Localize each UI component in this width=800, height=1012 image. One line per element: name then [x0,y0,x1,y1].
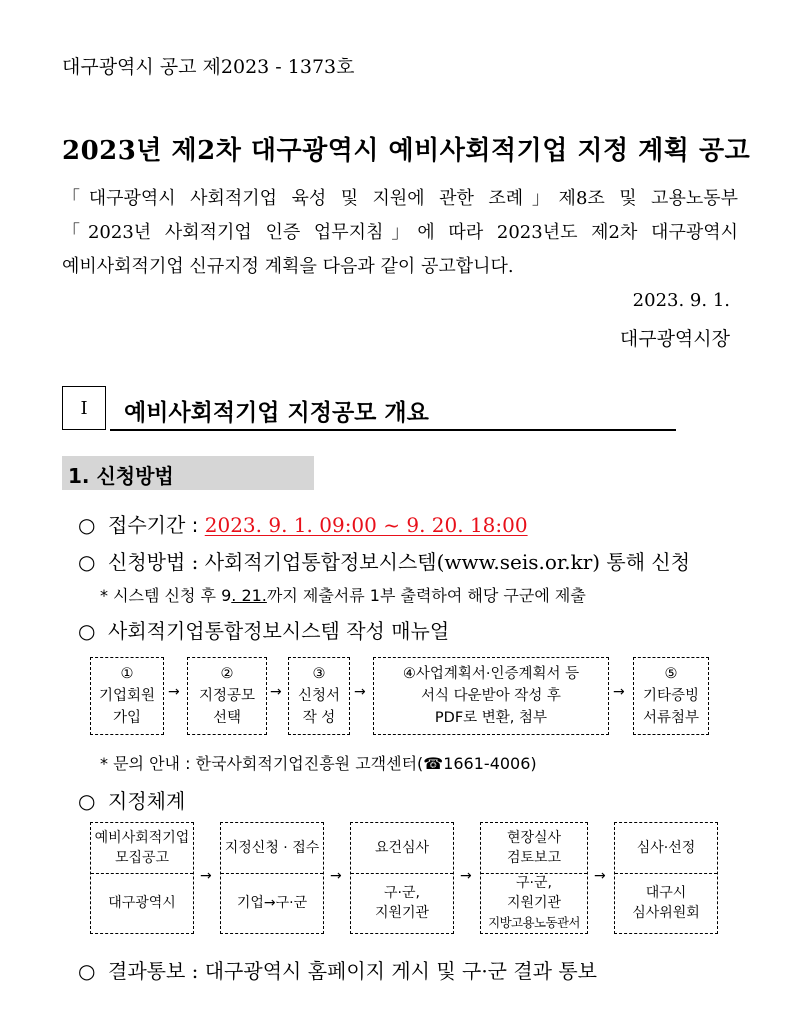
reception-period: 2023. 9. 1. 09:00 ~ 9. 20. 18:00 [204,513,528,537]
manual-step-2 [187,657,267,735]
step-number: ② [220,666,234,682]
bullet-circle: ○ [78,789,96,813]
manual-step-4 [373,657,609,735]
manual-step-3 [288,657,350,735]
step-line: ④사업계획서·인증계획서 등 [402,666,580,682]
reception-label: 접수기간 : [108,513,199,537]
section-title: 예비사회적기업 지정공모 개요 [124,400,429,426]
method-item [78,546,690,575]
section-underline [110,429,676,431]
step-number: ① [120,666,134,682]
issuer: 대구광역시장 [619,328,730,350]
stage-actor: 구·군, [384,885,420,901]
step-line: 기업회원 [98,688,156,704]
step-line: 서류첨부 [642,710,700,726]
manual-heading: 사회적기업통합정보시스템 작성 매뉴얼 [108,619,450,643]
step-line: 신청서 [297,688,341,704]
stage-actor: 기업→구·군 [236,895,308,911]
method-note [100,583,586,606]
step-line: 지정공모 [198,688,256,704]
arrow-icon: → [460,868,472,884]
step-number: ⑤ [664,666,678,682]
stage-actor: 대구광역시 [108,895,176,911]
step-line: 가입 [112,710,141,726]
stage-title: 현장실사 [506,830,562,846]
arrow-icon: → [354,684,366,700]
notice-number: 대구광역시 공고 제2023 - 1373호 [62,56,355,78]
intro-line: 예비사회적기업 신규지정 계획을 다음과 같이 공고합니다. [62,256,514,277]
intro-line: 「대구광역시 사회적기업 육성 및 지원에 관한 조례」제8조 및 고용노동부 [62,188,738,209]
manual-step-1 [90,657,164,735]
stage-actor: 지원기관 [374,905,430,921]
arrow-icon: → [594,868,606,884]
arrow-icon: → [613,684,625,700]
designation-heading: 지정체계 [108,789,186,813]
result-item [78,955,597,984]
reception-item [78,509,528,538]
manual-item [78,615,449,644]
stage-title: 요건심사 [374,840,430,856]
stage-title: 모집공고 [114,850,170,866]
notice-date: 2023. 9. 1. [632,290,730,311]
intro-line: 「2023년 사회적기업 인증 업무지침」에 따라 2023년도 제2차 대구광역시 [62,222,738,243]
arrow-icon: → [270,684,282,700]
manual-step-5 [633,657,709,735]
inquiry-note: * 문의 안내 : 한국사회적기업진흥원 고객센터(☎1661-4006) [100,754,537,773]
stage-actor: 지방고용노동관서 [488,915,580,930]
designation-stage-3 [350,822,454,934]
stage-title: 예비사회적기업 [94,830,190,846]
stage-title: 검토보고 [506,850,562,866]
designation-stage-4 [480,822,588,934]
note-text: * 시스템 신청 후 9 [100,586,232,605]
note-text: 까지 제출서류 1부 출력하여 해당 구군에 제출 [266,586,586,605]
stage-actor: 지원기관 [506,895,562,911]
step-line: 선택 [212,710,241,726]
section-number: Ⅰ [80,397,88,419]
stage-actor: 구·군, [516,875,552,891]
step-line: 기타증빙 [642,688,700,704]
designation-stage-2 [220,822,324,934]
step-line: 서식 다운받아 작성 후 [421,688,561,704]
step-number: ③ [312,666,326,682]
arrow-icon: → [330,868,342,884]
arrow-icon: → [168,684,180,700]
stage-actor: 대구시 [645,885,687,901]
bullet-circle: ○ [78,513,96,537]
stage-actor: 심사위원회 [632,905,700,921]
step-line: PDF로 변환, 첨부 [434,710,548,726]
arrow-icon: → [200,868,212,884]
result-text: 결과통보 : 대구광역시 홈페이지 게시 및 구·군 결과 통보 [108,959,597,983]
section-number-box [62,386,106,430]
step-line: 작 성 [302,710,336,726]
method-text: 신청방법 : 사회적기업통합정보시스템(www.seis.or.kr) 통해 신청 [108,550,691,574]
stage-title: 심사·선정 [636,840,696,856]
intro-paragraph [62,182,738,284]
note-date: . 21. [231,586,267,605]
stage-title: 지정신청 · 접수 [224,840,320,856]
bullet-circle: ○ [78,550,96,574]
designation-stage-1 [90,822,194,934]
subsection-title: 1. 신청방법 [68,464,174,488]
bullet-circle: ○ [78,959,96,983]
designation-stage-5 [614,822,718,934]
bullet-circle: ○ [78,619,96,643]
designation-item [78,785,185,814]
document-title: 2023년 제2차 대구광역시 예비사회적기업 지정 계획 공고 [62,136,751,166]
